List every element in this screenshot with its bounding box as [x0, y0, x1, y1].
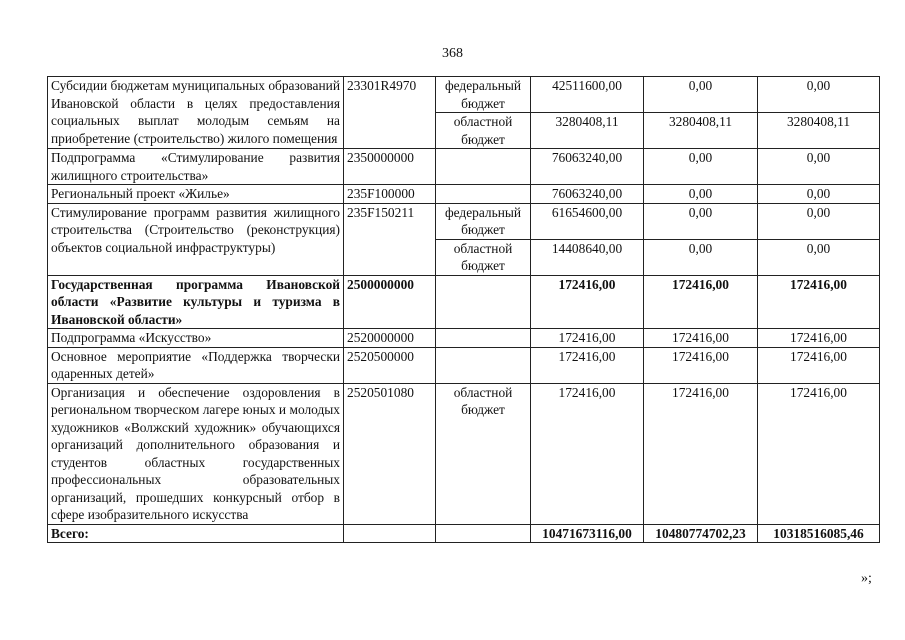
row-value-3: 0,00 — [758, 149, 880, 185]
row-name: Стимулирование программ развития жилищного строительства (Строительство (реконструкция) объектов социальной инфраструктуры) — [48, 203, 344, 275]
row-name: Подпрограмма «Искусство» — [48, 329, 344, 348]
row-value-3: 3280408,11 — [758, 113, 880, 149]
table-row — [48, 149, 880, 185]
row-source: областной бюджет — [436, 383, 531, 524]
row-code: 235F100000 — [344, 185, 436, 204]
row-name: Основное мероприятие «Поддержка творчески одаренных детей» — [48, 347, 344, 383]
total-value-2: 10480774702,23 — [644, 524, 758, 543]
row-name: Подпрограмма «Стимулирование развития жилищного строительства» — [48, 149, 344, 185]
row-value-2: 0,00 — [644, 203, 758, 239]
row-source: федеральный бюджет — [436, 77, 531, 113]
table-row — [48, 275, 880, 329]
table-row — [48, 383, 880, 524]
row-source: областной бюджет — [436, 113, 531, 149]
table-row — [48, 329, 880, 348]
row-name: Субсидии бюджетам муниципальных образований Ивановской области в целях предоставления социальных выплат молодым семьям на приобретение (строительство) жилого помещения — [48, 77, 344, 149]
row-code: 2500000000 — [344, 275, 436, 329]
row-code: 2350000000 — [344, 149, 436, 185]
row-source: областной бюджет — [436, 239, 531, 275]
row-value-1: 3280408,11 — [531, 113, 644, 149]
row-value-2: 172416,00 — [644, 275, 758, 329]
total-code — [344, 524, 436, 543]
row-value-3: 172416,00 — [758, 329, 880, 348]
table-row — [48, 347, 880, 383]
row-value-1: 172416,00 — [531, 347, 644, 383]
row-value-1: 76063240,00 — [531, 185, 644, 204]
row-code: 2520501080 — [344, 383, 436, 524]
row-value-1: 14408640,00 — [531, 239, 644, 275]
row-source — [436, 275, 531, 329]
row-value-2: 0,00 — [644, 239, 758, 275]
closing-quote-mark: »; — [861, 571, 872, 586]
total-label: Всего: — [48, 524, 344, 543]
row-source — [436, 329, 531, 348]
budget-table — [47, 76, 880, 543]
row-value-2: 172416,00 — [644, 347, 758, 383]
row-value-1: 172416,00 — [531, 329, 644, 348]
row-source — [436, 347, 531, 383]
row-source: федеральный бюджет — [436, 203, 531, 239]
row-value-3: 172416,00 — [758, 275, 880, 329]
row-name: Организация и обеспечение оздоровления в региональном творческом лагере юных и молодых художников «Волжский художник» обучающихся организаций дополнительного образования и студентов областных государственных профессиональных образовательных организаций, прошедших конкурсный отбор в сфере изобразительного искусства — [48, 383, 344, 524]
total-value-3: 10318516085,46 — [758, 524, 880, 543]
row-value-2: 0,00 — [644, 77, 758, 113]
row-value-3: 172416,00 — [758, 383, 880, 524]
table-row — [48, 203, 880, 239]
row-code: 2520000000 — [344, 329, 436, 348]
row-code: 235F150211 — [344, 203, 436, 275]
row-value-3: 0,00 — [758, 77, 880, 113]
total-source — [436, 524, 531, 543]
total-value-1: 10471673116,00 — [531, 524, 644, 543]
row-source — [436, 149, 531, 185]
row-value-2: 3280408,11 — [644, 113, 758, 149]
total-row — [48, 524, 880, 543]
row-name: Региональный проект «Жилье» — [48, 185, 344, 204]
page-number: 368 — [442, 46, 463, 61]
row-value-3: 0,00 — [758, 185, 880, 204]
row-value-3: 0,00 — [758, 239, 880, 275]
row-source — [436, 185, 531, 204]
table-body — [48, 77, 880, 543]
row-name: Государственная программа Ивановской области «Развитие культуры и туризма в Ивановской области» — [48, 275, 344, 329]
row-value-1: 172416,00 — [531, 275, 644, 329]
row-code: 2520500000 — [344, 347, 436, 383]
row-value-1: 172416,00 — [531, 383, 644, 524]
table-row — [48, 77, 880, 113]
row-value-3: 172416,00 — [758, 347, 880, 383]
row-value-2: 172416,00 — [644, 329, 758, 348]
row-value-2: 172416,00 — [644, 383, 758, 524]
row-value-3: 0,00 — [758, 203, 880, 239]
row-value-1: 76063240,00 — [531, 149, 644, 185]
row-value-1: 61654600,00 — [531, 203, 644, 239]
row-value-1: 42511600,00 — [531, 77, 644, 113]
table-row — [48, 185, 880, 204]
row-code: 23301R4970 — [344, 77, 436, 149]
row-value-2: 0,00 — [644, 185, 758, 204]
row-value-2: 0,00 — [644, 149, 758, 185]
